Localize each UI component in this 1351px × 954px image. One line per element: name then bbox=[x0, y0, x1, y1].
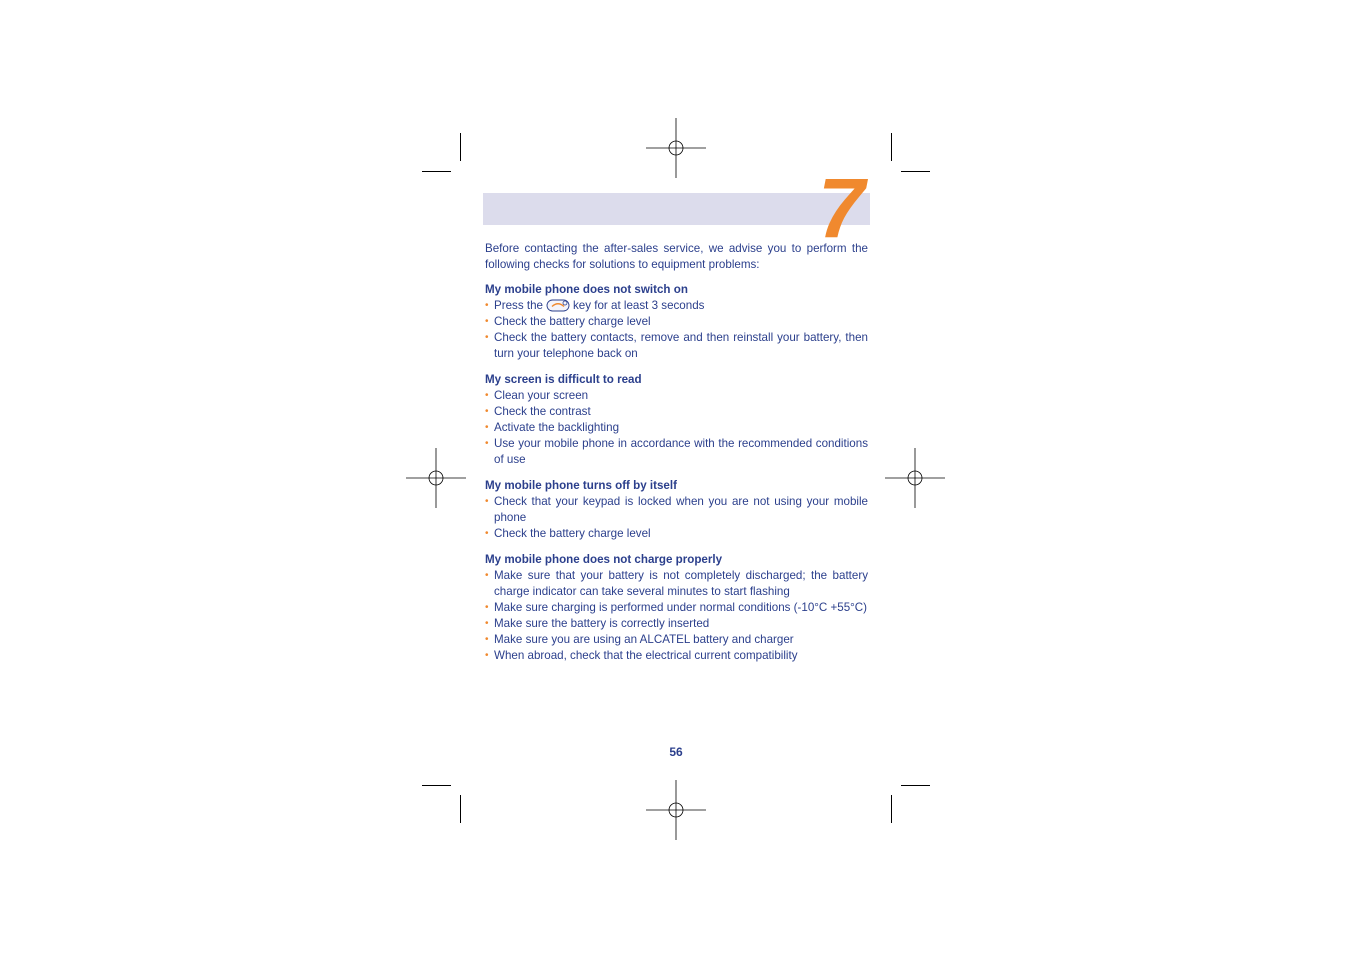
registration-mark-icon bbox=[646, 780, 706, 840]
registration-mark-icon bbox=[885, 448, 945, 508]
list-item: • Make sure you are using an ALCATEL battery and charger bbox=[485, 632, 868, 648]
list-item bbox=[485, 298, 868, 314]
list-item: • Check the contrast bbox=[485, 404, 868, 420]
troubleshooting-content bbox=[485, 241, 868, 674]
list-item: • Check the battery contacts, remove and then reinstall your battery, then turn your telephone back on bbox=[485, 330, 868, 362]
crop-mark bbox=[901, 171, 930, 172]
crop-mark bbox=[422, 171, 451, 172]
list-item-text: key for at least 3 seconds bbox=[572, 299, 705, 312]
crop-mark bbox=[460, 795, 461, 823]
section-turns-off-by-itself bbox=[485, 478, 868, 542]
section-screen-difficult-to-read bbox=[485, 372, 868, 468]
crop-mark bbox=[891, 133, 892, 161]
list-item: • Activate the backlighting bbox=[485, 420, 868, 436]
list-item: • Make sure that your battery is not completely discharged; the battery charge indicator can take several minutes to start flashing bbox=[485, 568, 868, 600]
list-item: • Make sure the battery is correctly inserted bbox=[485, 616, 868, 632]
registration-mark-icon bbox=[406, 448, 466, 508]
section-title: My mobile phone does not switch on bbox=[485, 283, 688, 296]
checklist bbox=[485, 388, 868, 468]
crop-mark bbox=[460, 133, 461, 161]
page-number: 56 bbox=[669, 745, 683, 759]
checklist bbox=[485, 298, 868, 362]
registration-mark-icon bbox=[646, 118, 706, 178]
chapter-header-band bbox=[483, 193, 870, 225]
intro-paragraph: Before contacting the after-sales service, we advise you to perform the following checks for solutions to equipment problems: bbox=[485, 242, 868, 271]
section-title: My mobile phone does not charge properly bbox=[485, 553, 723, 566]
list-item: • Check that your keypad is locked when you are not using your mobile phone bbox=[485, 494, 868, 526]
list-item: • Use your mobile phone in accordance with the recommended conditions of use bbox=[485, 436, 868, 468]
crop-mark bbox=[891, 795, 892, 823]
section-does-not-switch-on bbox=[485, 282, 868, 362]
section-title: My mobile phone turns off by itself bbox=[485, 479, 677, 492]
chapter-number: 7 bbox=[818, 161, 865, 255]
power-key-icon bbox=[546, 298, 570, 313]
crop-mark bbox=[901, 785, 930, 786]
list-item-text: Press the bbox=[494, 299, 543, 312]
list-item: • When abroad, check that the electrical current compatibility bbox=[485, 648, 868, 664]
crop-mark bbox=[422, 785, 451, 786]
section-does-not-charge bbox=[485, 552, 868, 664]
section-title: My screen is difficult to read bbox=[485, 373, 642, 386]
checklist bbox=[485, 494, 868, 542]
list-item: • Clean your screen bbox=[485, 388, 868, 404]
list-item: • Make sure charging is performed under normal conditions (-10°C +55°C) bbox=[485, 600, 868, 616]
list-item: • Check the battery charge level bbox=[485, 526, 868, 542]
checklist bbox=[485, 568, 868, 664]
list-item: • Check the battery charge level bbox=[485, 314, 868, 330]
